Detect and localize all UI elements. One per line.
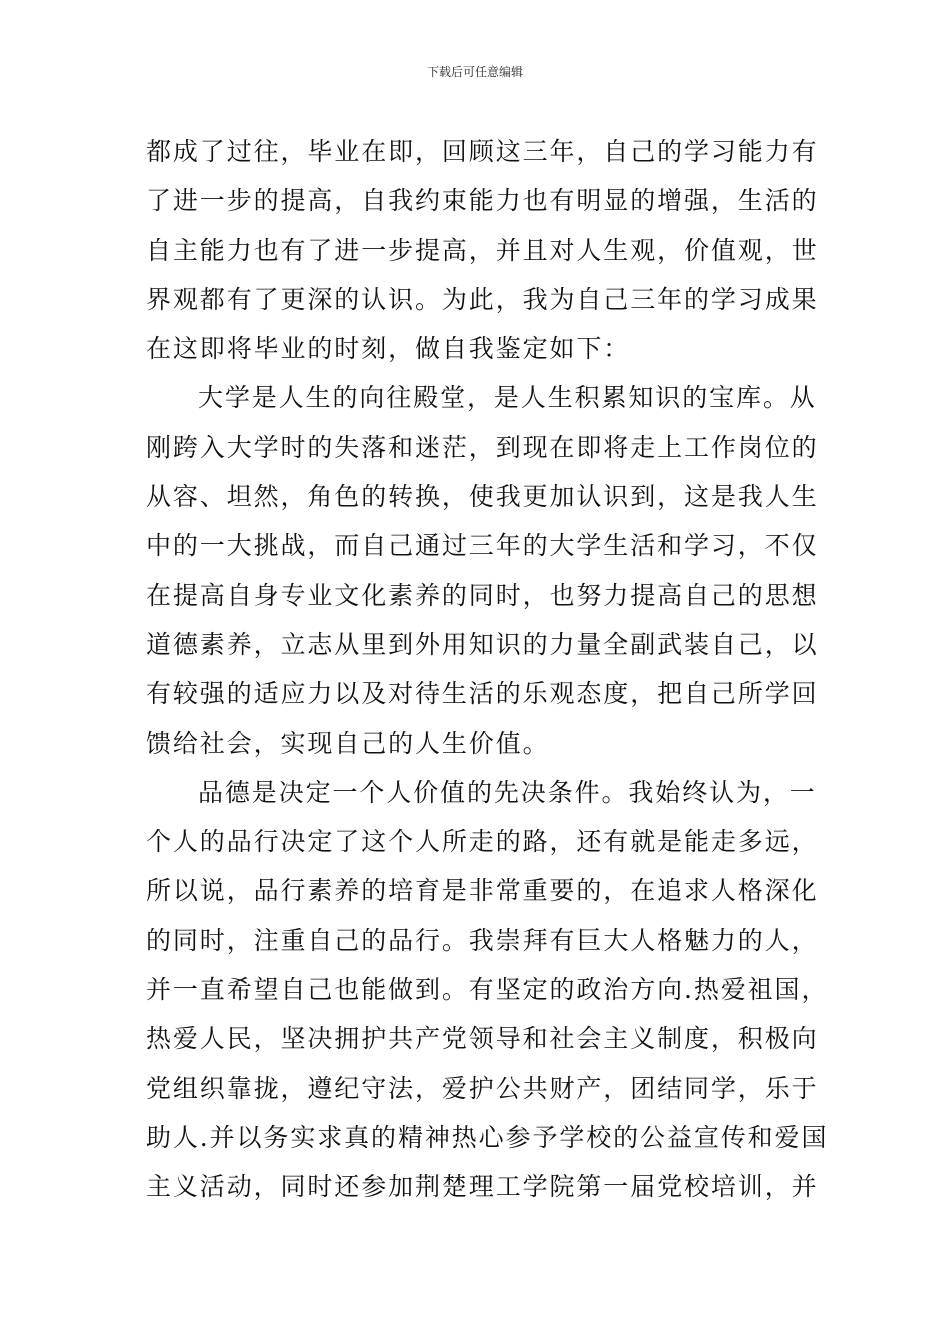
text-line: 热爱人民，坚决拥护共产党领导和社会主义制度，积极向 (146, 1024, 819, 1054)
text-line: 个人的品行决定了这个人所走的路，还有就是能走多远， (146, 827, 819, 857)
text-line: 中的一大挑战，而自己通过三年的大学生活和学习，不仅 (146, 531, 819, 561)
text-line: 有较强的适应力以及对待生活的乐观态度，把自己所学回 (146, 679, 819, 709)
text-line: 从容、坦然，角色的转换，使我更加认识到，这是我人生 (146, 482, 819, 512)
text-line: 自主能力也有了进一步提高，并且对人生观，价值观，世 (146, 235, 819, 265)
text-line: 在提高自身专业文化素养的同时，也努力提高自己的思想 (146, 580, 819, 610)
text-line: 党组织靠拢，遵纪守法，爱护公共财产，团结同学，乐于 (146, 1073, 819, 1103)
text-line: 的同时，注重自己的品行。我崇拜有巨大人格魅力的人， (146, 925, 819, 955)
text-line: 刚跨入大学时的失落和迷茫，到现在即将走上工作岗位的 (146, 432, 819, 462)
page-header: 下载后可任意编辑 (426, 65, 523, 79)
text-line: 主义活动，同时还参加荆楚理工学院第一届党校培训，并 (146, 1172, 819, 1202)
text-line: 馈给社会，实现自己的人生价值。 (146, 728, 550, 758)
text-line: 了进一步的提高，自我约束能力也有明显的增强，生活的 (146, 186, 819, 216)
document-body (146, 127, 829, 1212)
text-line: 都成了过往，毕业在即，回顾这三年，自己的学习能力有 (146, 137, 819, 166)
text-line: 在这即将毕业的时刻，做自我鉴定如下： (146, 334, 631, 364)
paragraph-first-line: 品德是决定一个人价值的先决条件。我始终认为，一 (198, 777, 817, 807)
text-line: 界观都有了更深的认识。为此，我为自己三年的学习成果 (146, 284, 819, 314)
text-line: 助人.并以务实求真的精神热心参予学校的公益宣传和爱国 (146, 1122, 829, 1152)
paragraph-first-line: 大学是人生的向往殿堂，是人生积累知识的宝库。从 (198, 383, 817, 413)
text-line: 道德素养，立志从里到外用知识的力量全副武装自己，以 (146, 629, 819, 659)
text-line: 并一直希望自己也能做到。有坚定的政治方向.热爱祖国， (146, 975, 829, 1005)
text-line: 所以说，品行素养的培育是非常重要的，在追求人格深化 (146, 876, 819, 906)
